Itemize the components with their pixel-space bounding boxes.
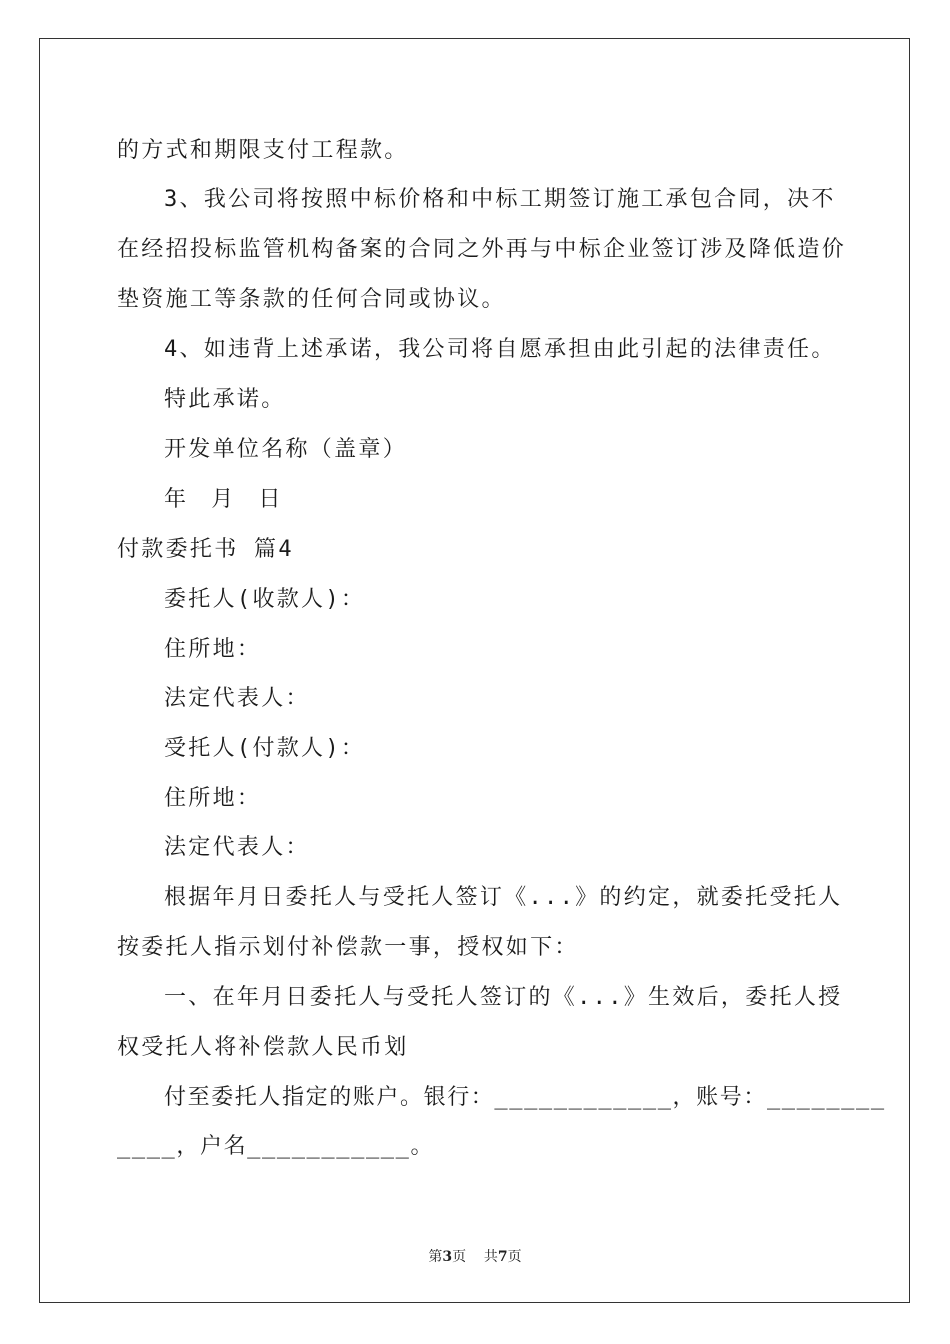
total-pages: 7 — [497, 1249, 508, 1265]
text-line: 住所地： — [164, 637, 262, 662]
text-line: 法定代表人： — [164, 686, 310, 711]
text-line: 按委托人指示划付补偿款一事，授权如下： — [117, 935, 579, 960]
text-line: 的方式和期限支付工程款。 — [117, 138, 409, 163]
page-prefix: 第 — [428, 1249, 443, 1265]
date-line: 年 月 日 — [164, 487, 287, 512]
text-line: 付至委托人指定的账户。银行：____________，账号：________ — [164, 1085, 886, 1110]
text-line: 垫资施工等条款的任何合同或协议。 — [117, 287, 506, 312]
text-line: 特此承诺。 — [164, 387, 286, 412]
page-footer — [0, 1246, 950, 1266]
page-number: 3 — [442, 1249, 453, 1265]
text-line: 住所地： — [164, 786, 262, 811]
text-line: 法定代表人： — [164, 835, 310, 860]
text-line: 委托人(收款人)： — [164, 587, 366, 612]
text-line: ____，户名___________。 — [117, 1134, 435, 1159]
text-line: 在经招投标监管机构备案的合同之外再与中标企业签订涉及降低造价 — [117, 237, 847, 262]
page-suffix: 页 — [452, 1249, 467, 1265]
section-heading: 付款委托书 篇4 — [117, 537, 294, 562]
text-line: 受托人(付款人)： — [164, 736, 366, 761]
text-line: 根据年月日委托人与受托人签订《...》的约定，就委托受托人 — [164, 885, 843, 910]
text-line: 3、我公司将按照中标价格和中标工期签订施工承包合同，决不 — [164, 187, 836, 212]
page-border — [39, 38, 910, 1303]
text-line: 权受托人将补偿款人民币划 — [117, 1035, 409, 1060]
text-line: 一、在年月日委托人与受托人签订的《...》生效后，委托人授 — [164, 985, 843, 1010]
total-suffix: 页 — [507, 1249, 522, 1265]
text-line: 4、如违背上述承诺，我公司将自愿承担由此引起的法律责任。 — [164, 337, 836, 362]
text-line: 开发单位名称（盖章） — [164, 437, 408, 462]
total-prefix: 共 — [483, 1249, 498, 1265]
